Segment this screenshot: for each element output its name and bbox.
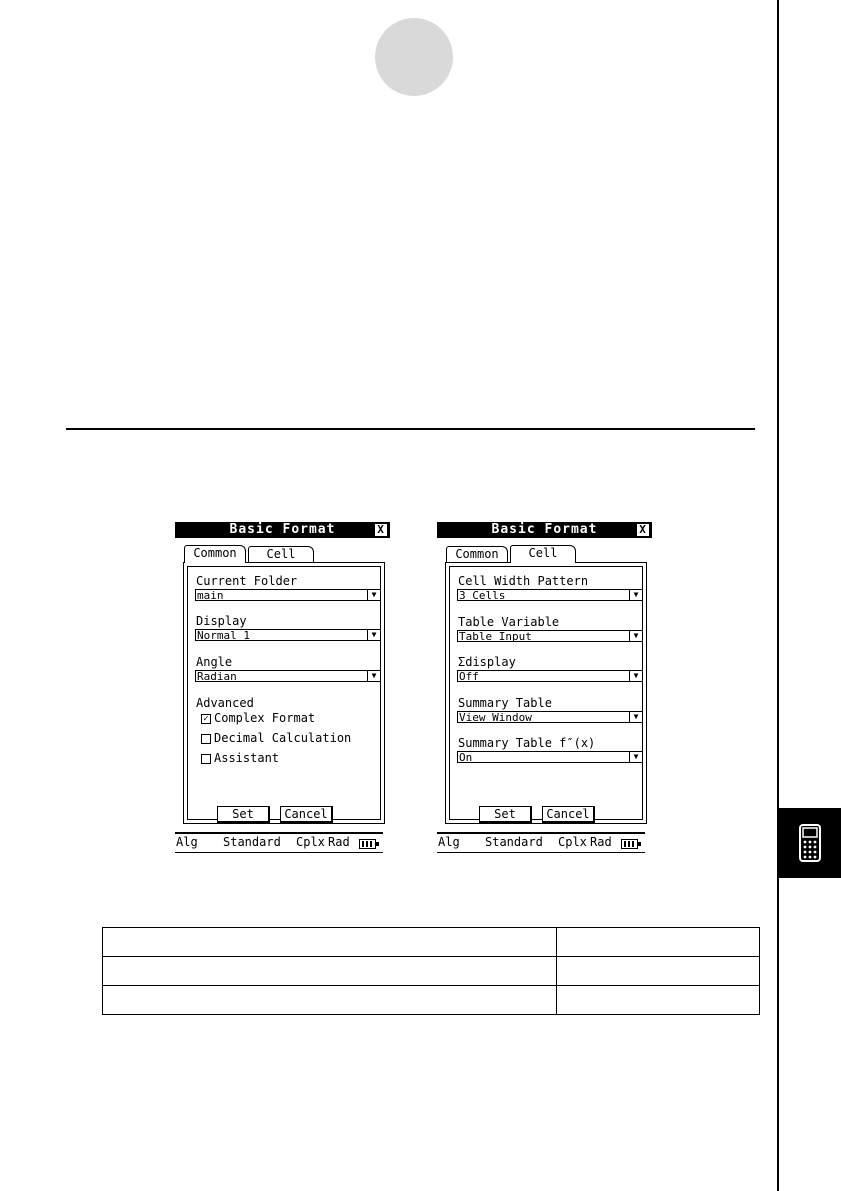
chevron-down-icon: ▼ xyxy=(629,630,642,642)
cell-width-pattern-label: Cell Width Pattern xyxy=(458,574,589,588)
chevron-down-icon: ▼ xyxy=(367,629,380,641)
summary-table-fx-label: Summary Table f″(x) xyxy=(458,736,596,750)
summary-table-select[interactable]: View Window ▼ xyxy=(457,711,643,723)
close-icon[interactable]: X xyxy=(374,523,388,537)
tab-common[interactable]: Common xyxy=(184,545,246,563)
set-button[interactable]: Set xyxy=(217,806,270,823)
advanced-label: Advanced xyxy=(196,696,254,710)
status-bar: Alg Standard Cplx Rad xyxy=(175,832,383,853)
dialog-title: Basic Format X xyxy=(437,522,652,538)
complex-format-checkbox[interactable]: ✓ Complex Format xyxy=(201,712,315,725)
close-icon[interactable]: X xyxy=(636,523,650,537)
set-button[interactable]: Set xyxy=(479,806,532,823)
table-row xyxy=(103,957,760,986)
tab-cell[interactable]: Cell xyxy=(510,545,576,563)
angle-select[interactable]: Radian ▼ xyxy=(195,670,381,682)
display-label: Display xyxy=(196,614,247,628)
table-row xyxy=(103,928,760,957)
sigma-display-select[interactable]: Off ▼ xyxy=(457,670,643,682)
cancel-button[interactable]: Cancel xyxy=(280,806,333,823)
chevron-down-icon: ▼ xyxy=(367,670,380,682)
table-variable-select[interactable]: Table Input ▼ xyxy=(457,630,643,642)
tab-cell[interactable]: Cell xyxy=(248,546,314,562)
page-number-circle xyxy=(375,18,453,96)
dialog-title: Basic Format X xyxy=(175,522,390,538)
tab-common[interactable]: Common xyxy=(446,546,508,562)
sigma-display-label: Σdisplay xyxy=(458,655,516,669)
current-folder-select[interactable]: main ▼ xyxy=(195,589,381,601)
status-bar: Alg Standard Cplx Rad xyxy=(437,832,645,853)
chevron-down-icon: ▼ xyxy=(629,711,642,723)
assistant-checkbox[interactable]: Assistant xyxy=(201,752,279,765)
calculator-icon xyxy=(779,808,841,878)
chevron-down-icon: ▼ xyxy=(629,670,642,682)
table-variable-label: Table Variable xyxy=(458,615,560,629)
chevron-down-icon: ▼ xyxy=(629,751,642,763)
decimal-calculation-checkbox[interactable]: Decimal Calculation xyxy=(201,732,351,745)
basic-format-common-screen xyxy=(175,522,390,852)
angle-label: Angle xyxy=(196,655,233,669)
settings-table xyxy=(102,927,760,1015)
cell-width-pattern-select[interactable]: 3 Cells ▼ xyxy=(457,589,643,601)
checkbox-checked-icon: ✓ xyxy=(201,714,211,724)
summary-table-fx-select[interactable]: On ▼ xyxy=(457,751,643,763)
chevron-down-icon: ▼ xyxy=(367,589,380,601)
margin-rule xyxy=(777,0,779,1191)
table-row xyxy=(103,986,760,1015)
basic-format-cell-screen xyxy=(437,522,652,852)
summary-table-label: Summary Table xyxy=(458,696,552,710)
section-divider xyxy=(66,428,755,430)
current-folder-label: Current Folder xyxy=(196,574,298,588)
cancel-button[interactable]: Cancel xyxy=(542,806,595,823)
chevron-down-icon: ▼ xyxy=(629,589,642,601)
display-select[interactable]: Normal 1 ▼ xyxy=(195,629,381,641)
